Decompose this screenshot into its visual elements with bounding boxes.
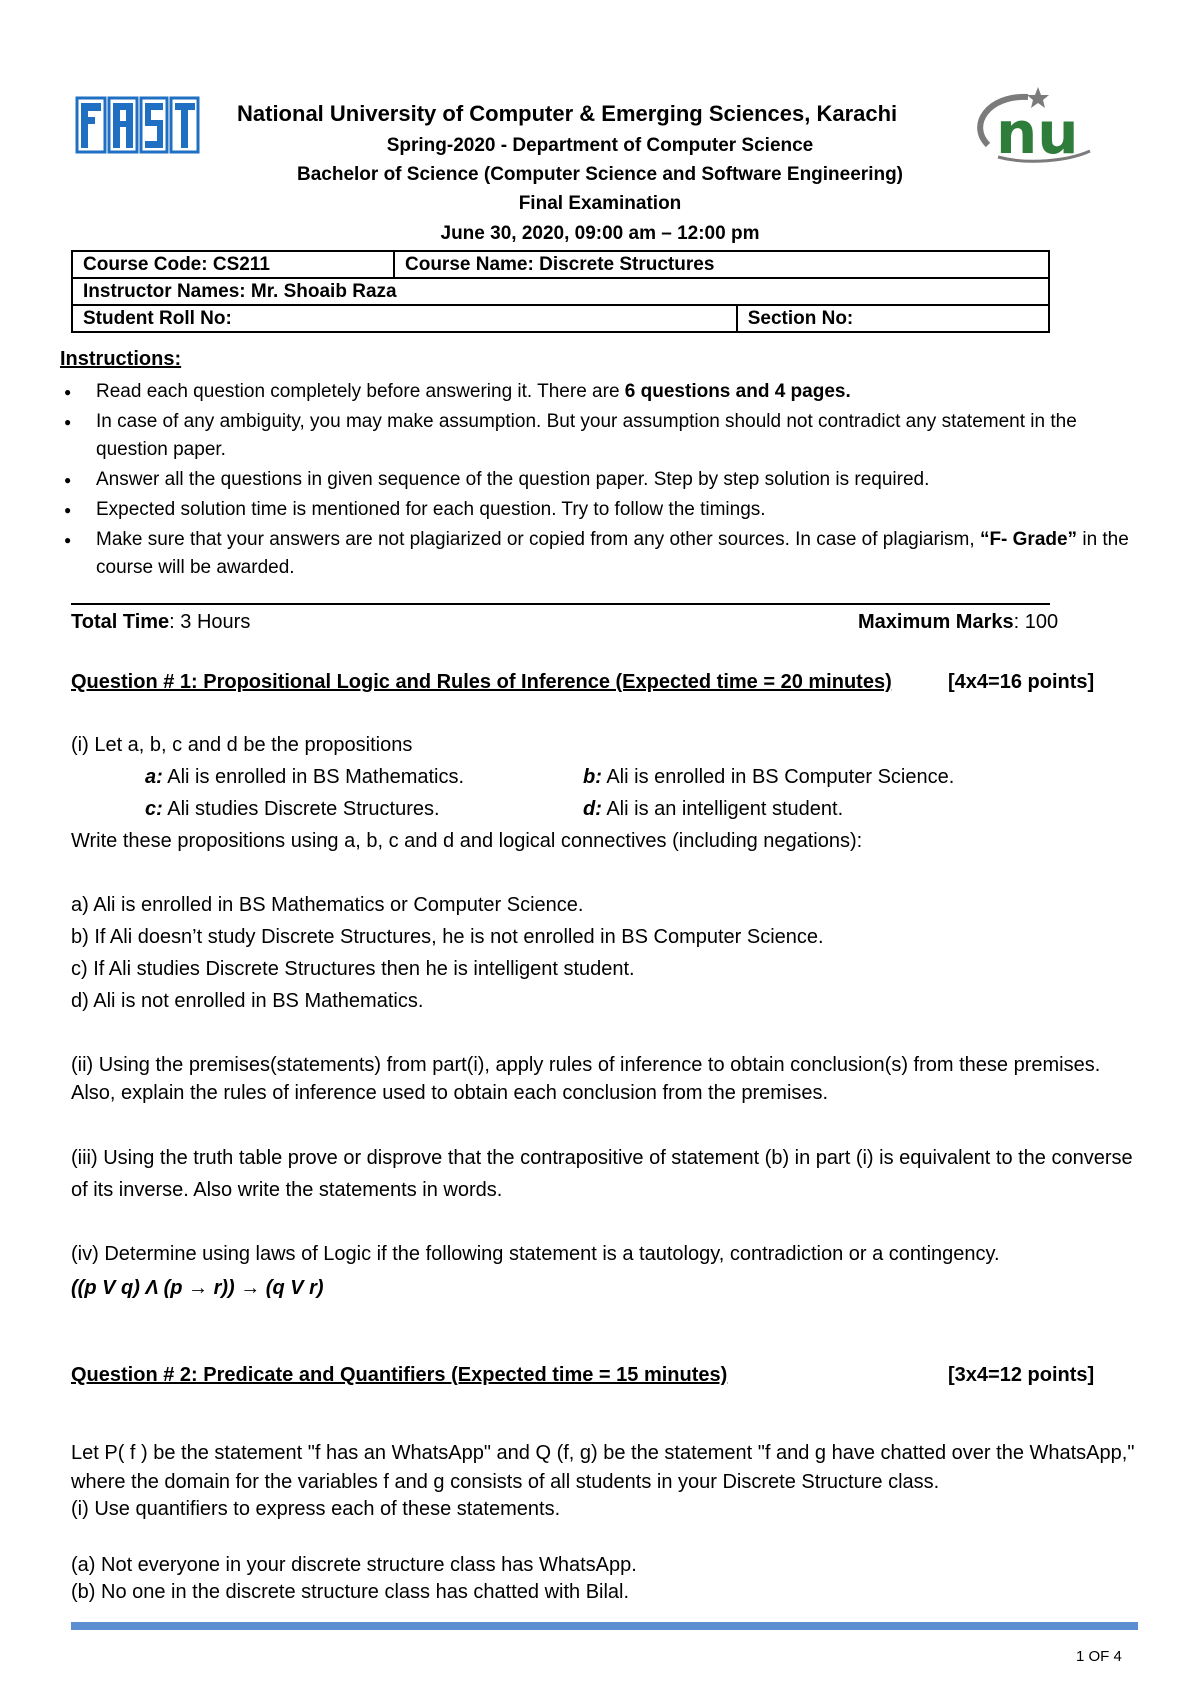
q1-statement: b) If Ali doesn’t study Discrete Structures, he is not enrolled in BS Computer Science.: [71, 926, 824, 948]
semester-line: Spring-2020 - Department of Computer Science: [386, 135, 814, 156]
q2-line3: (i) Use quantifiers to express each of these statements.: [71, 1498, 561, 1520]
q1-part-iii-line1: (iii) Using the truth table prove or disprove that the contrapositive of statement (b) in part (i) is equivalent to the converse: [71, 1147, 1133, 1169]
maximum-marks: Maximum Marks: 100: [858, 611, 1059, 633]
q2-heading: Question # 2: Predicate and Quantifiers (Expected time = 15 minutes): [71, 1364, 728, 1386]
q1-part-ii-line2: Also, explain the rules of inference used to obtain each conclusion from the premises.: [71, 1082, 829, 1104]
q1-points: [4x4=16 points]: [948, 671, 1095, 693]
course-name: Course Name: Discrete Structures: [394, 251, 1049, 278]
q1-part-iii-line2: of its inverse. Also write the statements in words.: [71, 1179, 503, 1201]
exam-date: June 30, 2020, 09:00 am – 12:00 pm: [440, 223, 760, 244]
divider: [71, 603, 1050, 605]
svg-text:nu: nu: [996, 99, 1079, 167]
q1-statement: a) Ali is enrolled in BS Mathematics or Computer Science.: [71, 894, 584, 916]
q2-line1: Let P( f ) be the statement "f has an WhatsApp" and Q (f, g) be the statement "f and g have chatted over the WhatsApp,": [71, 1442, 1135, 1464]
course-code: Course Code: CS211: [72, 251, 394, 278]
q1-prop-a: a: Ali is enrolled in BS Mathematics.: [145, 766, 465, 788]
course-info-table: [71, 250, 1050, 333]
instruction-item: ● In case of any ambiguity, you may make assumption. But your assumption should not contradict any statement in the question paper.: [60, 408, 1140, 464]
q1-prop-d: d: Ali is an intelligent student.: [583, 798, 844, 820]
page-number: 1 OF 4: [1076, 1648, 1122, 1665]
q2-item: (a) Not everyone in your discrete structure class has WhatsApp.: [71, 1554, 637, 1576]
instruction-item: ● Answer all the questions in given sequence of the question paper. Step by step solution is required.: [60, 466, 1140, 494]
q2-item: (b) No one in the discrete structure class has chatted with Bilal.: [71, 1581, 630, 1603]
program-line: Bachelor of Science (Computer Science and Software Engineering): [296, 164, 904, 185]
instruction-item: ● Expected solution time is mentioned for each question. Try to follow the timings.: [60, 496, 1140, 524]
q1-heading: Question # 1: Propositional Logic and Rules of Inference (Expected time = 20 minutes): [71, 671, 892, 693]
q1-statement: c) If Ali studies Discrete Structures then he is intelligent student.: [71, 958, 635, 980]
exam-title: Final Examination: [518, 193, 682, 214]
instructions-list: [60, 378, 1140, 584]
total-time: Total Time: 3 Hours: [71, 611, 251, 633]
student-roll-no: Student Roll No:: [72, 305, 737, 332]
instructor-name: Instructor Names: Mr. Shoaib Raza: [72, 278, 1049, 305]
q1-part-ii-line1: (ii) Using the premises(statements) from part(i), apply rules of inference to obtain conclusion(s) from these premises.: [71, 1054, 1101, 1076]
q2-points: [3x4=12 points]: [948, 1364, 1095, 1386]
q1-intro: (i) Let a, b, c and d be the propositions: [71, 734, 413, 756]
q1-write-instruction: Write these propositions using a, b, c and d and logical connectives (including negations):: [71, 830, 863, 852]
section-no: Section No:: [737, 305, 1049, 332]
nu-logo: [968, 85, 1098, 170]
footer-bar: [71, 1622, 1138, 1630]
q1-statement: d) Ali is not enrolled in BS Mathematics.: [71, 990, 424, 1012]
q1-part-iv-line1: (iv) Determine using laws of Logic if the following statement is a tautology, contradiction or a contingency.: [71, 1243, 1000, 1265]
instruction-item: ● Read each question completely before answering it. There are 6 questions and 4 pages.: [60, 378, 1140, 406]
university-name: National University of Computer & Emerging Sciences, Karachi: [237, 101, 898, 126]
q1-prop-c: c: Ali studies Discrete Structures.: [145, 798, 440, 820]
instruction-item: ● Make sure that your answers are not plagiarized or copied from any other sources. In case of plagiarism, “F- Grade” in the course will be awarded.: [60, 526, 1140, 582]
q1-formula: ((p V q) Λ (p → r)) → (q V r): [71, 1277, 324, 1299]
q1-prop-b: b: Ali is enrolled in BS Computer Science.: [583, 766, 955, 788]
instructions-title: Instructions:: [60, 348, 182, 370]
q2-line2: where the domain for the variables f and g consists of all students in your Discrete Structure class.: [71, 1471, 940, 1493]
